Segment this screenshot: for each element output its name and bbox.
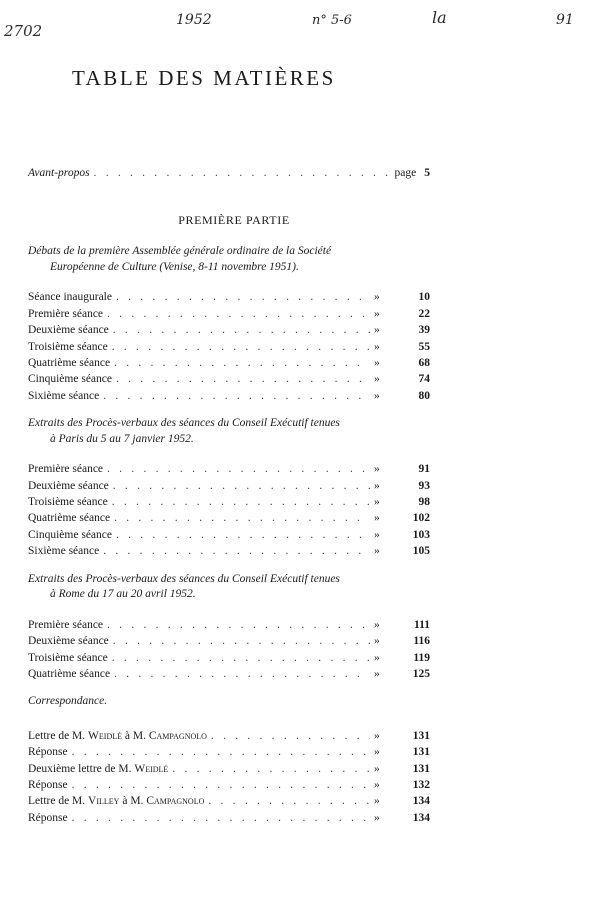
dot-leader — [112, 650, 370, 666]
part-heading: PREMIÈRE PARTIE — [178, 213, 290, 228]
entry-label: Troisième séance — [28, 651, 108, 664]
entry-label: Première séance — [28, 618, 104, 631]
entry-label — [28, 761, 168, 777]
entry-label: Troisième séance — [28, 340, 108, 353]
dot-leader — [94, 165, 391, 181]
entry-label — [28, 777, 68, 793]
entry-label — [28, 744, 68, 760]
section-entries-1 — [28, 289, 430, 404]
dot-leader — [72, 744, 370, 760]
page-number: 5 — [424, 167, 430, 179]
toc-entry[interactable] — [28, 728, 430, 744]
dot-leader — [103, 388, 370, 404]
annotation-archive-number: 2702 — [4, 22, 43, 40]
toc-entry[interactable] — [28, 761, 430, 777]
entry-label — [28, 810, 68, 826]
page-number: 105 — [412, 545, 430, 558]
dot-leader — [172, 761, 370, 777]
page-number: 111 — [414, 618, 430, 631]
person-name: Weidlé — [88, 729, 123, 742]
label-text: Réponse — [28, 811, 68, 824]
dot-leader — [116, 527, 370, 543]
entry-label: Avant-propos — [28, 167, 90, 179]
section-heading-3 — [28, 572, 430, 603]
dot-leader — [107, 617, 370, 633]
dot-leader — [116, 289, 370, 305]
annotation-mark: la — [432, 8, 447, 27]
annotation-year: 1952 — [176, 12, 212, 28]
label-text: Réponse — [28, 746, 68, 759]
correspondance-heading: Correspondance. — [28, 695, 108, 708]
page-number: 91 — [418, 463, 430, 476]
entry-label: Sixième séance — [28, 389, 100, 402]
page-number: 131 — [412, 746, 430, 759]
section-heading-line1: Extraits des Procès-verbaux des séances du Conseil Exécutif tenues — [28, 572, 340, 585]
toc-entry[interactable] — [28, 527, 430, 543]
ditto-mark: » — [374, 762, 380, 775]
dot-leader — [112, 339, 370, 355]
section-heading-line2: à Paris du 5 au 7 janvier 1952. — [50, 432, 194, 445]
label-text: à M. — [122, 729, 149, 742]
toc-entry[interactable] — [28, 543, 430, 559]
entry-label: Séance inaugurale — [28, 291, 112, 304]
page-number: 74 — [418, 373, 430, 386]
toc-entry[interactable] — [28, 371, 430, 387]
dot-leader — [103, 543, 370, 559]
dot-leader — [114, 666, 370, 682]
ditto-mark: » — [374, 651, 380, 664]
ditto-mark: » — [374, 324, 380, 337]
section-entries-3 — [28, 617, 430, 683]
annotation-page: 91 — [556, 12, 574, 28]
ditto-mark: » — [374, 667, 380, 680]
ditto-mark: » — [374, 729, 380, 742]
dot-leader — [114, 510, 370, 526]
person-name: Weidlé — [134, 762, 169, 775]
page-number: 125 — [412, 667, 430, 680]
toc-entry[interactable] — [28, 633, 430, 649]
dot-leader — [72, 810, 370, 826]
page-number: 93 — [418, 479, 430, 492]
toc-entry[interactable] — [28, 810, 430, 826]
entry-label: Troisième séance — [28, 496, 108, 509]
ditto-mark: » — [374, 496, 380, 509]
ditto-mark: » — [374, 746, 380, 759]
toc-entry[interactable] — [28, 289, 430, 305]
ditto-mark: » — [374, 373, 380, 386]
ditto-mark: » — [374, 389, 380, 402]
person-name: Campagnolo — [148, 729, 207, 742]
toc-entry[interactable] — [28, 793, 430, 809]
entry-label — [28, 793, 204, 809]
section-entries-2 — [28, 461, 430, 559]
section-heading-line2: Européenne de Culture (Venise, 8-11 novembre 1951). — [50, 260, 299, 273]
correspondance-entries — [28, 728, 430, 826]
entry-label: Sixième séance — [28, 545, 100, 558]
label-text: Réponse — [28, 779, 68, 792]
ditto-mark: » — [374, 528, 380, 541]
dot-leader — [113, 322, 370, 338]
ditto-mark: » — [374, 618, 380, 631]
page-number: 132 — [412, 779, 430, 792]
ditto-mark: » — [374, 811, 380, 824]
page-number: 39 — [418, 324, 430, 337]
section-heading-1 — [28, 244, 430, 275]
ditto-mark: » — [374, 635, 380, 648]
dot-leader — [113, 478, 370, 494]
toc-entry[interactable] — [28, 339, 430, 355]
entry-label: Cinquième séance — [28, 373, 112, 386]
person-name: Villey — [88, 795, 120, 808]
page-number: 134 — [412, 811, 430, 824]
toc-entry[interactable] — [28, 306, 430, 322]
page-number: 98 — [418, 496, 430, 509]
entry-label: Quatrième séance — [28, 357, 111, 370]
page-number: 103 — [412, 528, 430, 541]
toc-entry[interactable] — [28, 650, 430, 666]
page-number: 68 — [418, 357, 430, 370]
entry-label: Cinquième séance — [28, 528, 112, 541]
toc-entry[interactable] — [28, 322, 430, 338]
toc-entry[interactable] — [28, 388, 430, 404]
table-of-contents — [28, 165, 430, 838]
ditto-mark: » — [374, 479, 380, 492]
person-name: Campagnolo — [146, 795, 205, 808]
page-word: page — [394, 167, 417, 179]
dot-leader — [113, 633, 370, 649]
page-number: 55 — [418, 340, 430, 353]
entry-label: Deuxième séance — [28, 324, 109, 337]
annotation-issue: n° 5-6 — [312, 13, 352, 28]
page-number: 22 — [418, 307, 430, 320]
dot-leader — [114, 355, 370, 371]
entry-label: Quatrième séance — [28, 512, 111, 525]
ditto-mark: » — [374, 291, 380, 304]
section-heading-line1: Extraits des Procès-verbaux des séances du Conseil Exécutif tenues — [28, 417, 340, 430]
entry-label — [28, 728, 207, 744]
ditto-mark: » — [374, 340, 380, 353]
toc-entry[interactable] — [28, 461, 430, 477]
page-number: 116 — [413, 635, 430, 648]
page-number: 10 — [418, 291, 430, 304]
page-title: TABLE DES MATIÈRES — [72, 66, 336, 91]
ditto-mark: » — [374, 795, 380, 808]
entry-label: Quatrième séance — [28, 667, 111, 680]
label-text: Lettre de M. — [28, 729, 89, 742]
dot-leader — [208, 793, 370, 809]
page-number: 80 — [418, 389, 430, 402]
toc-entry-avant-propos[interactable] — [28, 165, 430, 181]
dot-leader — [107, 461, 370, 477]
toc-entry[interactable] — [28, 666, 430, 682]
dot-leader — [112, 494, 370, 510]
entry-label: Première séance — [28, 463, 104, 476]
ditto-mark: » — [374, 545, 380, 558]
page-number: 134 — [412, 795, 430, 808]
dot-leader — [116, 371, 370, 387]
toc-entry[interactable] — [28, 777, 430, 793]
entry-label: Première séance — [28, 307, 104, 320]
toc-entry[interactable] — [28, 744, 430, 760]
section-heading-line2: à Rome du 17 au 20 avril 1952. — [50, 588, 196, 601]
section-heading-line1: Débats de la première Assemblée générale ordinaire de la Société — [28, 245, 332, 258]
label-text: Deuxième lettre de M. — [28, 762, 135, 775]
dot-leader — [72, 777, 370, 793]
entry-label: Deuxième séance — [28, 479, 109, 492]
ditto-mark: » — [374, 357, 380, 370]
toc-entry[interactable] — [28, 478, 430, 494]
page-number: 119 — [413, 651, 430, 664]
ditto-mark: » — [374, 463, 380, 476]
ditto-mark: » — [374, 307, 380, 320]
label-text: Lettre de M. — [28, 795, 89, 808]
ditto-mark: » — [374, 779, 380, 792]
toc-entry[interactable] — [28, 355, 430, 371]
toc-entry[interactable] — [28, 494, 430, 510]
dot-leader — [107, 306, 370, 322]
ditto-mark: » — [374, 512, 380, 525]
toc-entry[interactable] — [28, 510, 430, 526]
section-heading-2 — [28, 416, 430, 447]
page-number: 131 — [412, 762, 430, 775]
label-text: à M. — [119, 795, 147, 808]
dot-leader — [211, 728, 370, 744]
toc-entry[interactable] — [28, 617, 430, 633]
entry-label: Deuxième séance — [28, 635, 109, 648]
page-number: 131 — [412, 729, 430, 742]
page-number: 102 — [412, 512, 430, 525]
